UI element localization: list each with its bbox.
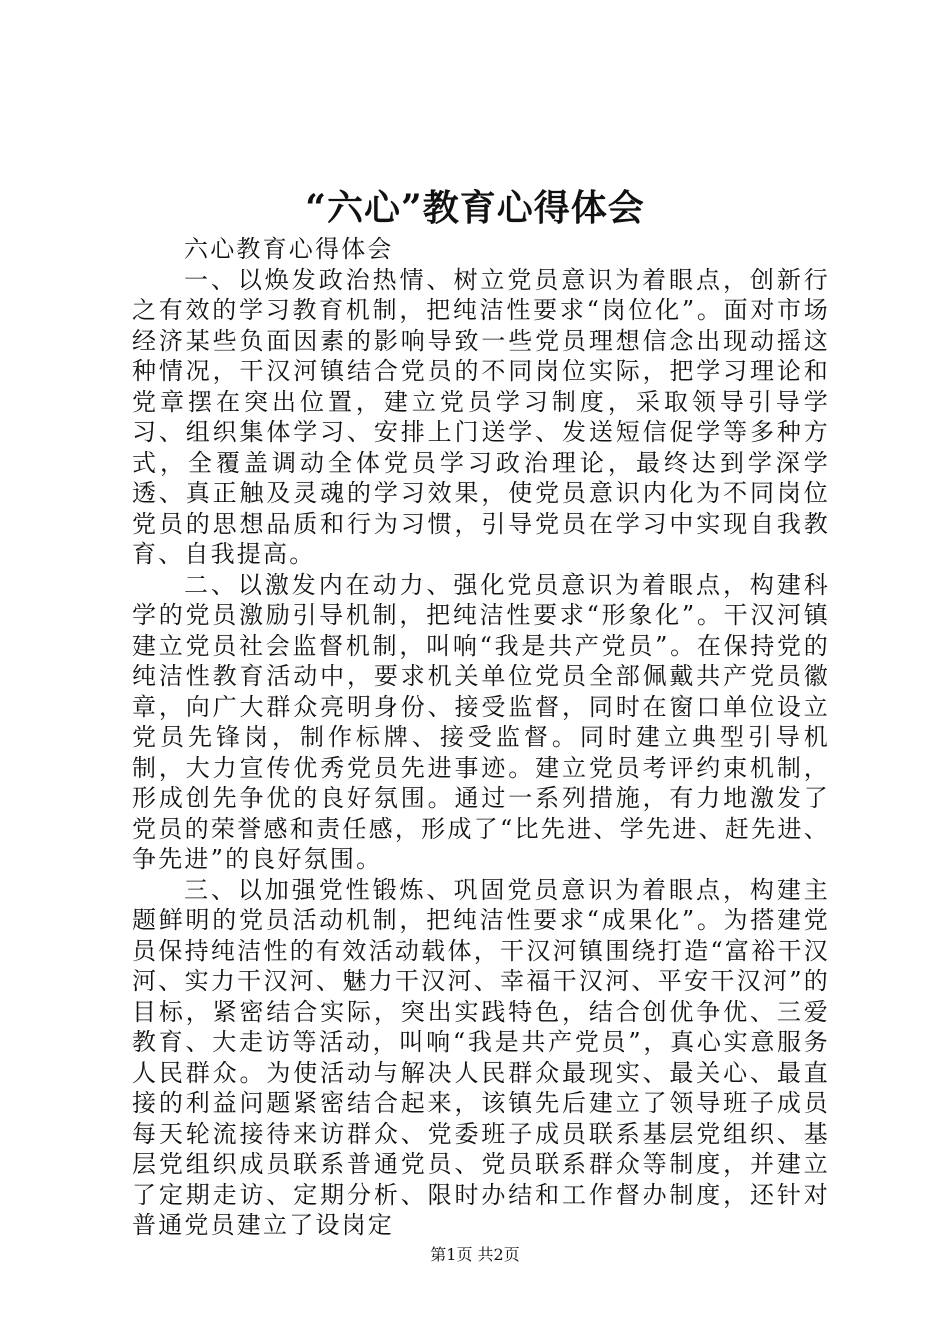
paragraph-2: 二、以激发内在动力、强化党员意识为着眼点，构建科学的党员激励引导机制，把纯洁性要求“形象化”。干汉河镇建立党员社会监督机制，叫响“我是共产党员”。在保持党的纯洁性教育活动中，要求机关单位党员全部佩戴共产党员徽章，向广大群众亮明身份、接受监督，同时在窗口单位设立党员先锋岗，制作标牌、接受监督。同时建立典型引导机制，大力宣传优秀党员先进事迹。建立党员考评约束机制，形成创先争优的良好氛围。通过一系列措施，有力地激发了党员的荣誉感和责任感，形成了“比先进、学先进、赶先进、争先进”的良好氛围。 [132, 570, 830, 873]
document-title: “六心”教育心得体会 [305, 187, 645, 229]
paragraph-1: 一、以焕发政治热情、树立党员意识为着眼点，创新行之有效的学习教育机制，把纯洁性要求“岗位化”。面对市场经济某些负面因素的影响导致一些党员理想信念出现动摇这种情况，干汉河镇结合党员的不同岗位实际，把学习理论和党章摆在突出位置，建立党员学习制度，采取领导引导学习、组织集体学习、安排上门送学、发送短信促学等多种方式，全覆盖调动全体党员学习政治理论，最终达到学深学透、真正触及灵魂的学习效果，使党员意识内化为不同岗位党员的思想品质和行为习惯，引导党员在学习中实现自我教育、自我提高。 [132, 265, 830, 568]
paragraph-3: 三、以加强党性锻炼、巩固党员意识为着眼点，构建主题鲜明的党员活动机制，把纯洁性要求“成果化”。为搭建党员保持纯洁性的有效活动载体，干汉河镇围绕打造“富裕干汉河、实力干汉河、魅力干汉河、幸福干汉河、平安干汉河”的目标，紧密结合实际，突出实践特色，结合创优争优、三爱教育、大走访等活动，叫响“我是共产党员”，真心实意服务人民群众。为使活动与解决人民群众最现实、最关心、最直接的利益问题紧密结合起来，该镇先后建立了领导班子成员每天轮流接待来访群众、党委班子成员联系基层党组织、基层党组织成员联系普通党员、党员联系群众等制度，并建立了定期走访、定期分析、限时办结和工作督办制度，还针对普通党员建立了设岗定 [132, 875, 830, 1239]
document-body [132, 234, 830, 1241]
page-number-footer: 第1页 共2页 [430, 1245, 520, 1264]
subtitle: 六心教育心得体会 [184, 235, 394, 263]
